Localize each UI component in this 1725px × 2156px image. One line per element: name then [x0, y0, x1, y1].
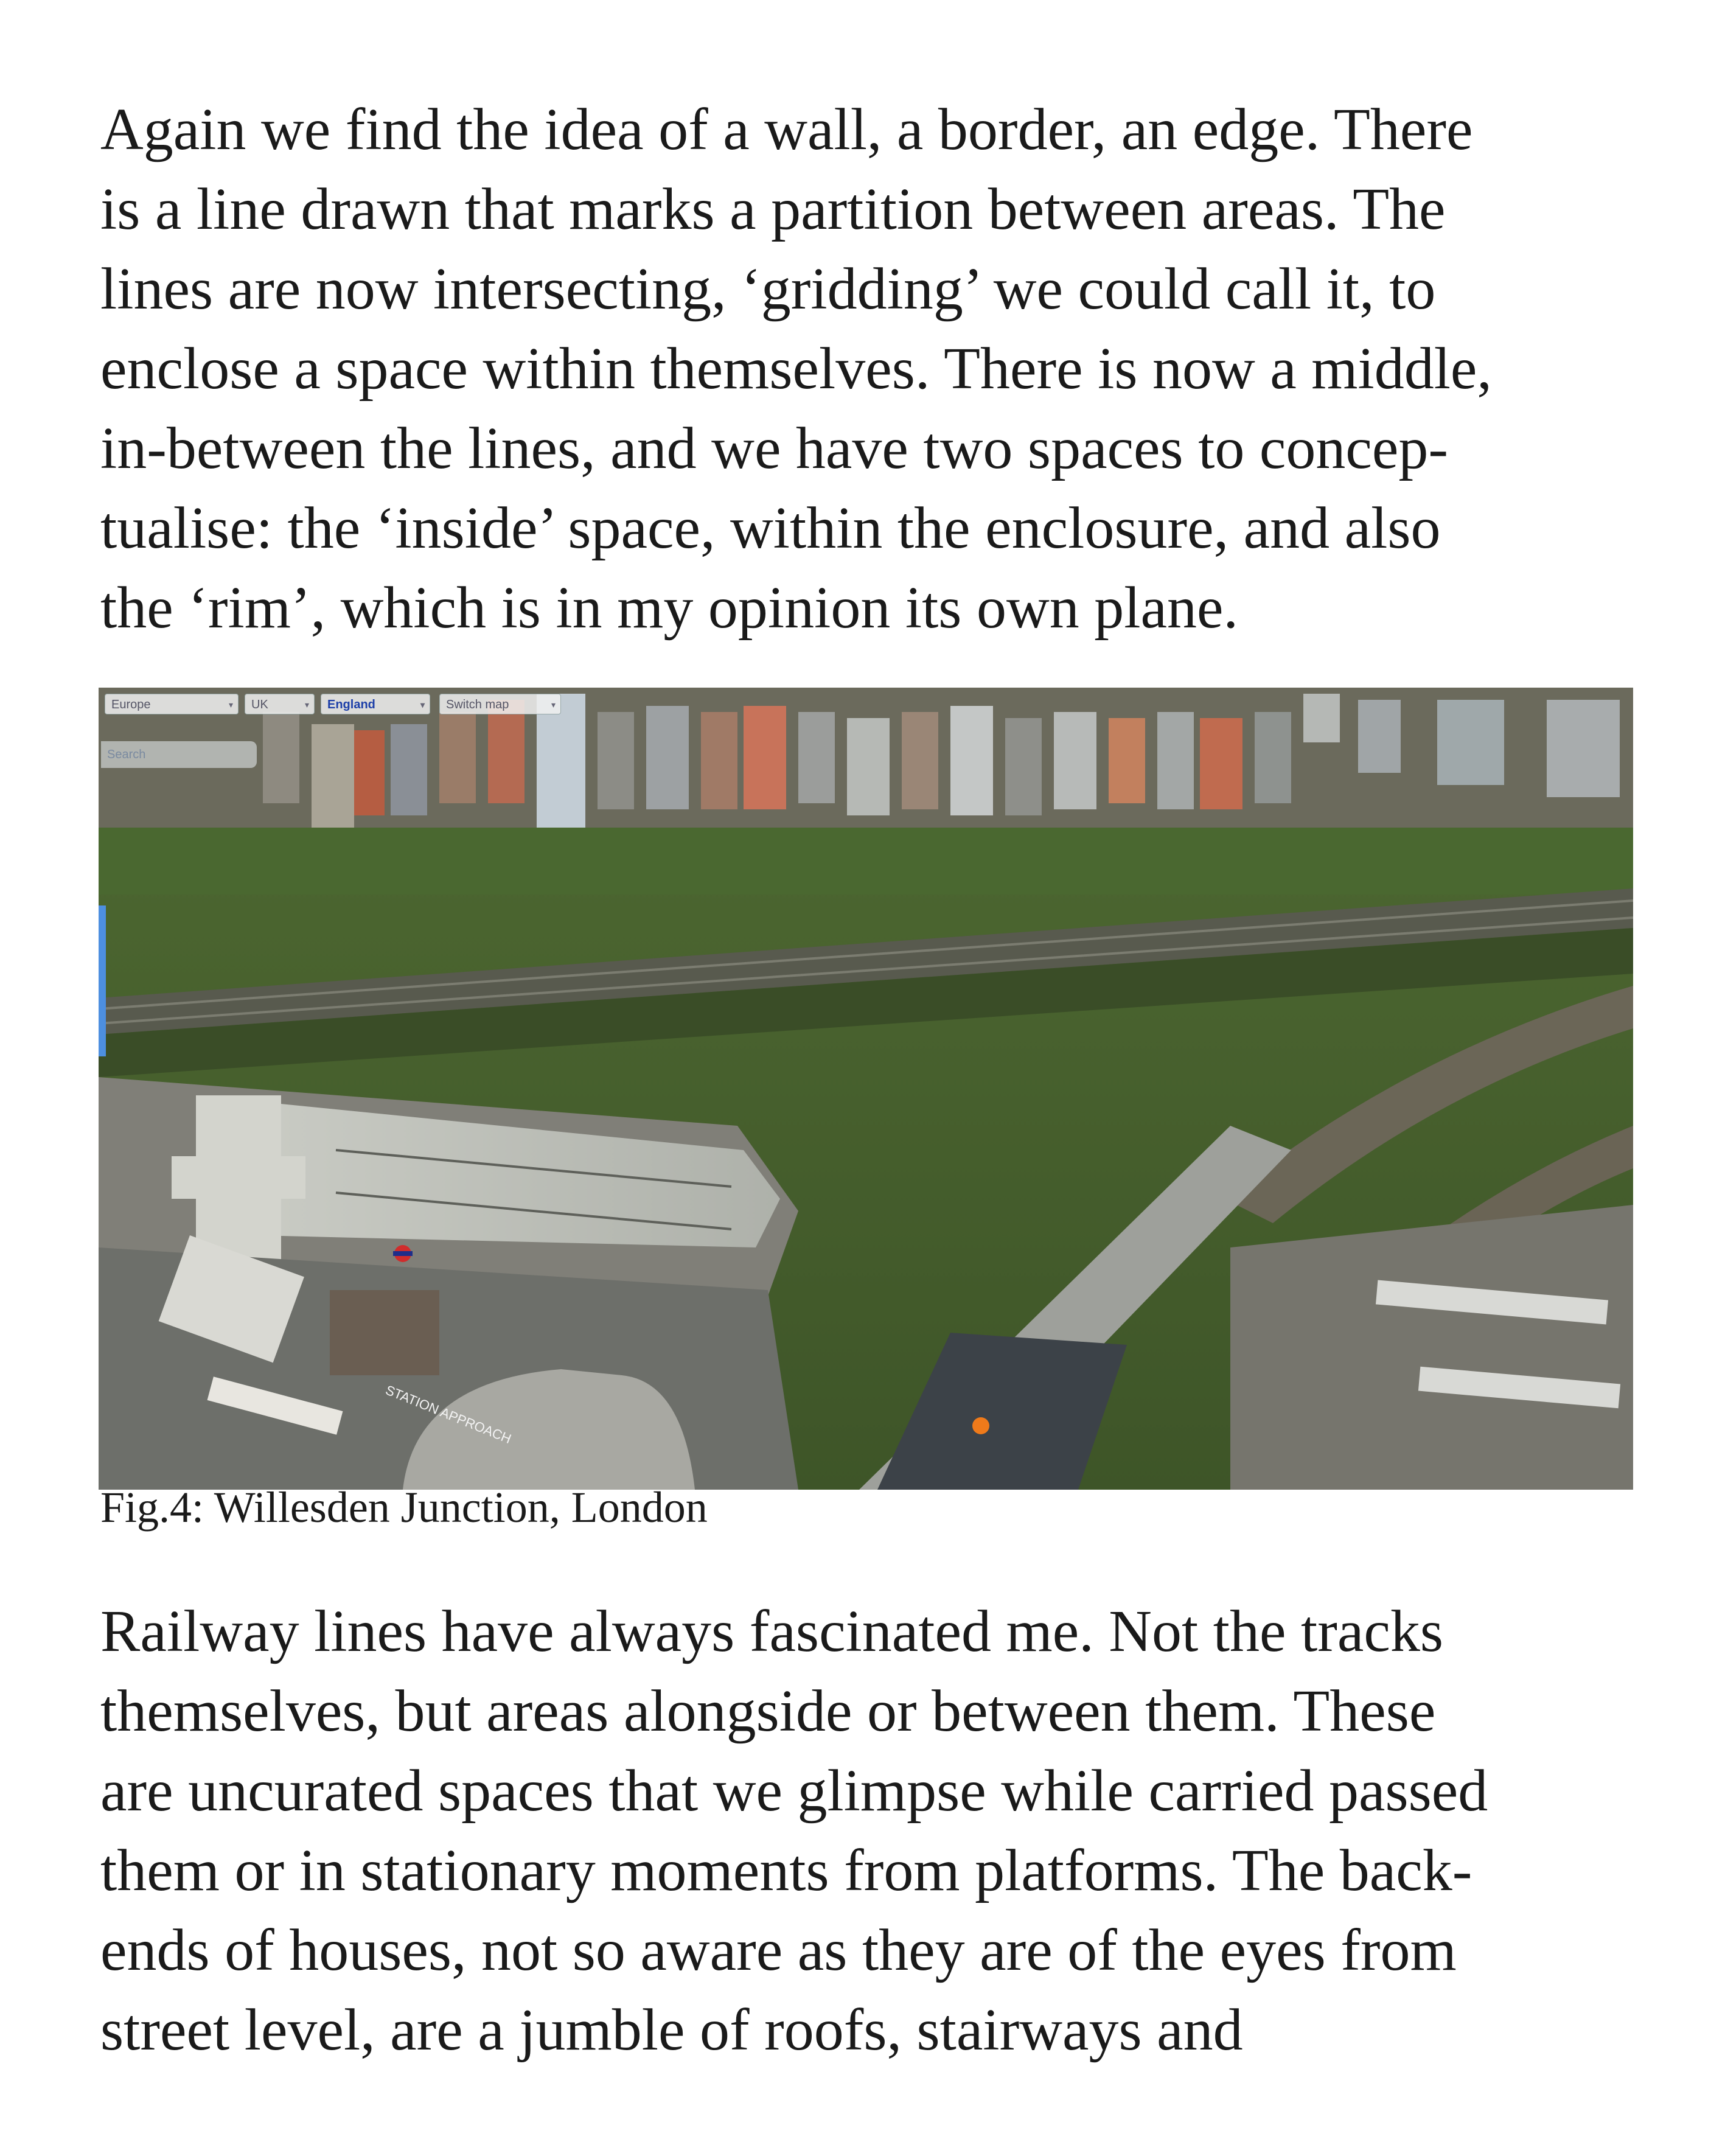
text-line: are uncurated spaces that we glimpse while carried passed	[100, 1758, 1488, 1824]
breadcrumb-europe[interactable]	[105, 694, 239, 714]
breadcrumb-uk[interactable]	[245, 694, 315, 714]
text-line: Again we find the idea of a wall, a border, an edge. There	[100, 97, 1473, 162]
road-label: STATION APPROACH	[383, 1382, 514, 1447]
text-line: in-between the lines, and we have two spaces to concep-	[100, 416, 1449, 481]
switch-map-label: Switch map	[446, 698, 509, 711]
text-line: lines are now intersecting, ‘gridding’ we could call it, to	[100, 256, 1436, 322]
location-marker	[972, 1417, 989, 1434]
map-side-tab[interactable]	[99, 905, 106, 1056]
chevron-down-icon: ▾	[551, 700, 556, 710]
chevron-down-icon: ▾	[228, 700, 233, 710]
text-line: enclose a space within themselves. There is now a middle,	[100, 336, 1492, 402]
text-line: them or in stationary moments from platforms. The back-	[100, 1838, 1472, 1903]
aerial-map-figure	[99, 688, 1633, 1490]
text-line: tualise: the ‘inside’ space, within the enclosure, and also	[100, 495, 1441, 561]
aerial-photo	[99, 688, 1633, 1490]
chevron-down-icon: ▾	[304, 700, 309, 710]
text-line: the ‘rim’, which is in my opinion its own plane.	[100, 575, 1238, 641]
text-line: themselves, but areas alongside or between them. These	[100, 1678, 1436, 1744]
text-line: ends of houses, not so aware as they are of the eyes from	[100, 1917, 1457, 1983]
figure-caption: Fig.4: Willesden Junction, London	[100, 1483, 708, 1532]
breadcrumb-label: Europe	[111, 698, 151, 711]
chevron-down-icon: ▾	[420, 700, 425, 710]
text-line: street level, are a jumble of roofs, stairways and	[100, 1997, 1243, 2063]
breadcrumb-label: UK	[251, 698, 268, 711]
switch-map-button[interactable]	[439, 694, 561, 714]
text-line: Railway lines have always fascinated me. Not the tracks	[100, 1599, 1443, 1664]
breadcrumb-england[interactable]	[321, 694, 430, 714]
body-paragraph-2	[100, 1592, 1658, 2070]
map-search-input[interactable]: Search	[101, 741, 257, 768]
text-line: is a line drawn that marks a partition between areas. The	[100, 176, 1446, 242]
body-paragraph-1	[100, 90, 1658, 648]
breadcrumb-label: England	[327, 698, 375, 711]
